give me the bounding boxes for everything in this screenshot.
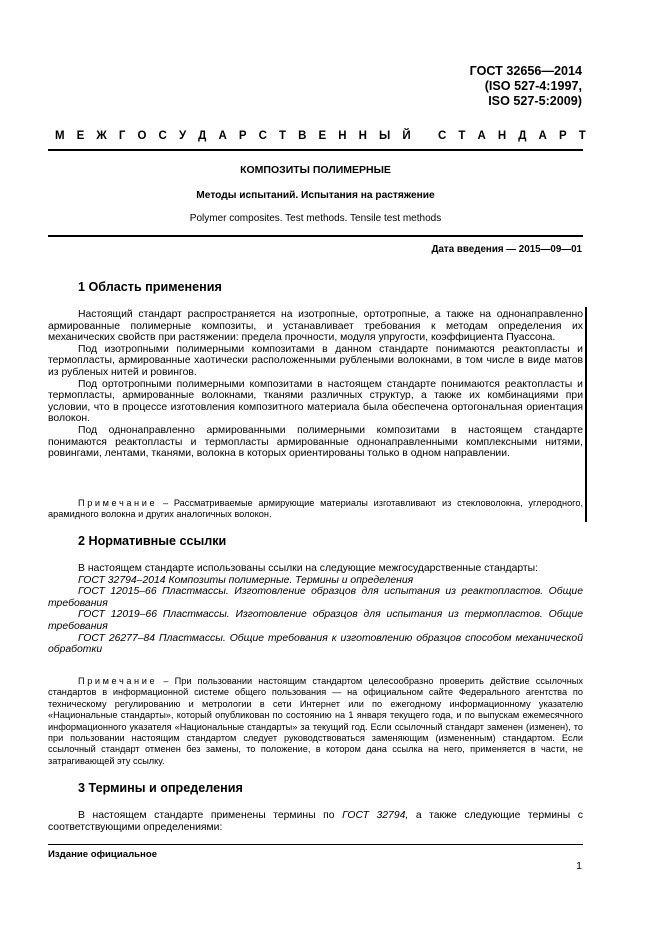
banner-letter [423,130,426,142]
banner-letter: А [477,130,486,142]
paragraph: Настоящий стандарт распространяется на изотропные, ортотропные, а также на однонаправленно армированные полимерные композиты, и устанавливает требования к методам определения их механических свойств при растяжении: предела прочности, модуля упругости, коэффициента Пуассона. [48,309,583,344]
banner-letter: Е [76,130,85,142]
section-3-body [48,810,583,833]
banner-letter: Й [402,130,411,142]
banner-letter: А [538,130,547,142]
introduction-date: Дата введения — 2015—09—01 [431,244,582,255]
reference-item: ГОСТ 12015–66 Пластмассы. Изготовление образцов для испытания из реактопластов. Общие требования [48,586,583,609]
banner-letter: С [258,130,267,142]
banner-letter: Н [497,130,507,142]
standard-code-line3: ISO 527-5:2009) [488,94,582,108]
note-text: – При пользовании настоящим стандартом целесообразно проверить действие ссылочных стандартов в информационной системе общего пользования — на официальном сайте Федерального агентства по техническому регулированию и метрологии в сети Интернет или по ежегодному информационному указателю «Национальные стандарты», который опубликован по состоянию на 1 января текущего года, и по выпускам ежемесячного информационного указателя «Национальные стандарты» за текущий год. Если ссылочный стандарт заменен (изменен), то при пользовании настоящим стандартом следует руководствоваться заменяющим (измененным) стандартом. Если ссылочный стандарт отменен без замены, то положение, в котором дана ссылка на него, применяется в части, не затрагивающей эту ссылку. [48,676,583,766]
banner-letter: С [158,130,167,142]
interstate-standard-banner [55,130,586,142]
banner-letter: Г [118,130,126,142]
section-3-heading: 3 Термины и определения [78,781,243,795]
reference-item: ГОСТ 26277–84 Пластмассы. Общие требования к изготовлению образцов способом механической обработки [48,632,583,656]
note-label: Примечание [78,676,158,686]
section-2-heading: 2 Нормативные ссылки [78,534,227,548]
banner-letter: У [178,130,187,142]
text-run: а также следующие термины с соответствующими определениями: [48,810,583,833]
banner-letter: Т [278,130,287,142]
paragraph: В настоящем стандарте использованы ссылки на следующие межгосударственные стандарты: [78,563,539,574]
banner-letter: Д [518,130,527,142]
banner-letter: Д [198,130,207,142]
reference-inline: ГОСТ 32794, [342,810,409,821]
section-2-note [48,676,583,767]
banner-letter: Н [338,130,347,142]
edition-label: Издание официальное [48,849,158,860]
document-title: КОМПОЗИТЫ ПОЛИМЕРНЫЕ [240,164,391,176]
banner-letter: Ж [96,130,107,142]
document-subtitle: Методы испытаний. Испытания на растяжение [196,190,435,201]
banner-letter: Р [238,130,247,142]
standard-code-line1: ГОСТ 32656—2014 [469,64,582,78]
banner-letter: О [137,130,147,142]
banner-letter: С [437,130,447,142]
footer-rule [48,844,583,845]
banner-letter: Ы [379,130,391,142]
banner-letter: Е [318,130,327,142]
page-number: 1 [576,860,582,872]
section-1-heading: 1 Область применения [78,280,222,294]
banner-letter: Т [578,130,586,142]
reference-item: ГОСТ 32794–2014 Композиты полимерные. Термины и определения [78,574,414,586]
reference-item: ГОСТ 12019–66 Пластмассы. Изготовление образцов для испытания из термопластов. Общие требования [48,609,583,632]
banner-letter: А [218,130,227,142]
section-1-note [48,498,583,521]
section-2-body [48,563,583,656]
note-label: Примечание [78,498,158,508]
change-bar [585,307,587,522]
header-rule [48,149,583,151]
text-run: В настоящем стандарте применены термины по [78,810,343,821]
banner-letter: Т [458,130,466,142]
title-rule [48,235,583,237]
section-1-body [48,309,583,460]
standard-code [470,64,582,109]
banner-letter: Н [358,130,367,142]
paragraph: Под однонаправленно армированными полимерными композитами в настоящем стандарте понимаются реактопласты и термопласты армированные однонаправленными комплексными нитями, ровингами, лентами, тканями, волокна в которых ориентированы только в одном направлении. [48,424,583,460]
banner-letter: Р [558,130,567,142]
banner-letter: В [298,130,307,142]
banner-letter: М [55,130,65,142]
standard-code-line2: (ISO 527-4:1997, [484,79,582,93]
paragraph: Под ортотропными полимерными композитами в настоящем стандарте понимаются реактопласты и термопласты, армированные волокнами, тканями различных структур, а также их комбинациями при условии, что в процессе изготовления композитного материала была обеспечена ортогональная ориентация волокон. [48,378,583,425]
note-text: – Рассматриваемые армирующие материалы изготавливают из стекловолокна, углеродного, арамидного волокна и других аналогичных волокон. [48,498,583,520]
document-title-english: Polymer composites. Test methods. Tensile test methods [189,213,442,224]
paragraph: Под изотропными полимерными композитами в данном стандарте понимаются реактопласты и термопласты, армированные хаотически расположенными рублеными волокнами, в том числе в виде матов из рубленых нитей и ровингов. [48,343,583,378]
